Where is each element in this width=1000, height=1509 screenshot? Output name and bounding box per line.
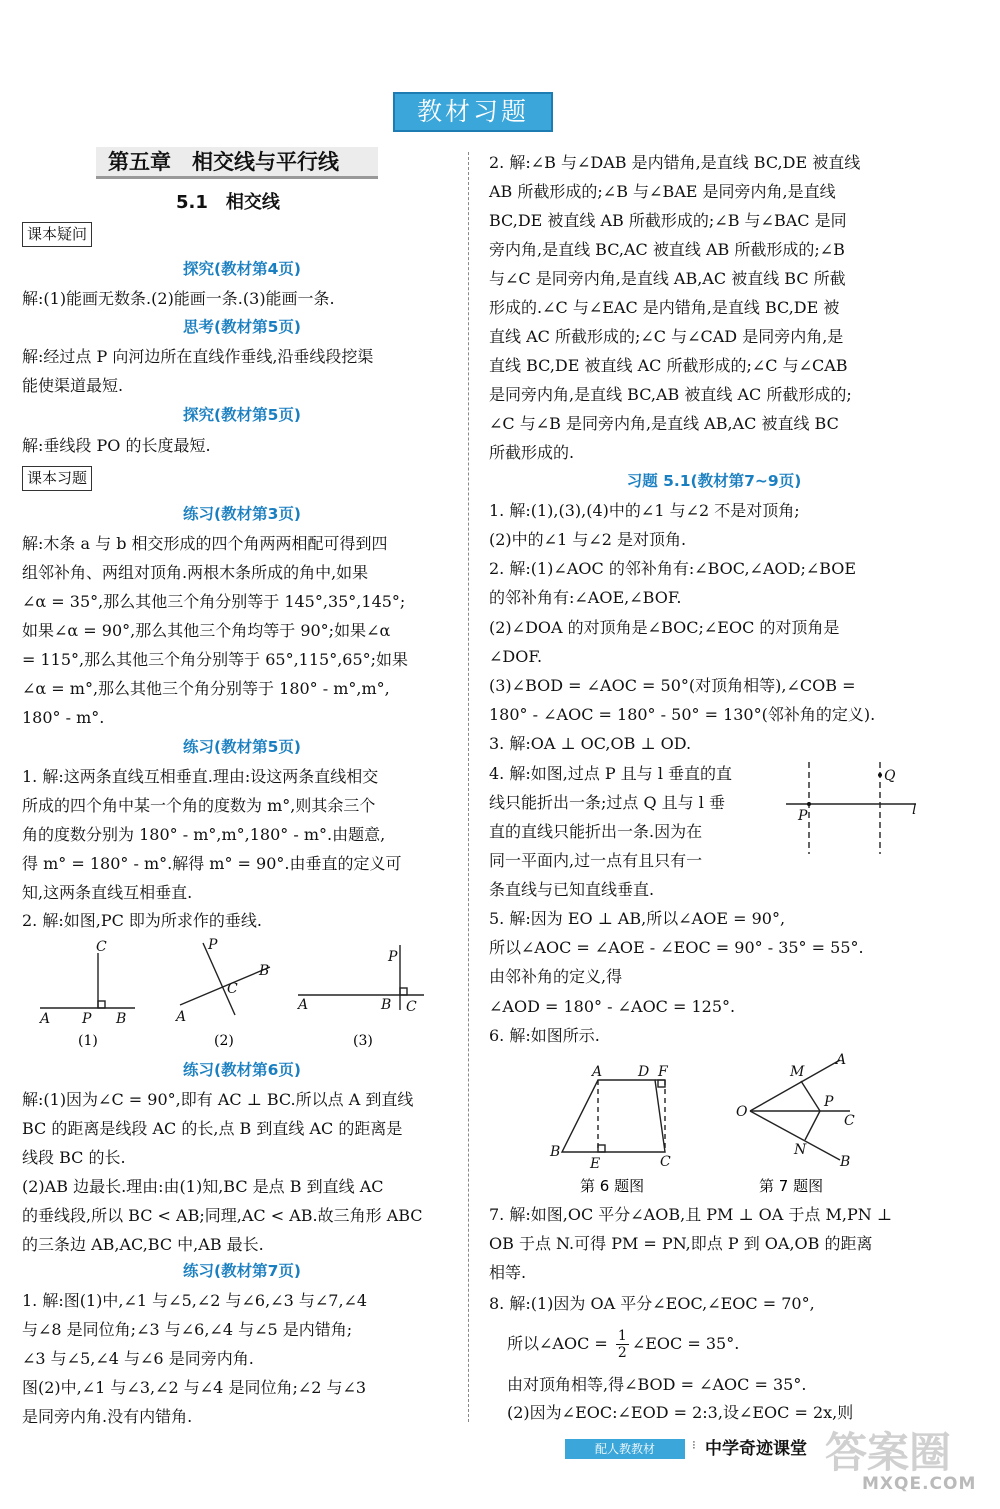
text-fragment: 所以∠AOC =: [507, 1334, 613, 1353]
footer-dots: ⁝: [692, 1438, 696, 1452]
text-line: 知,这两条直线互相垂直.: [22, 883, 193, 902]
text-line: 2. 解:∠B 与∠DAB 是内错角,是直线 BC,DE 被直线: [489, 153, 861, 172]
svg-text:C: C: [227, 981, 238, 997]
fraction-line: [489, 1328, 957, 1361]
text-line: BC,DE 被直线 AB 所截形成的;∠B 与∠BAC 是同: [489, 211, 847, 230]
svg-text:A: A: [592, 1064, 603, 1080]
text-line: 解:垂线段 PO 的长度最短.: [22, 436, 211, 455]
svg-text:F: F: [658, 1064, 668, 1080]
heading: 练习(教材第5页): [183, 738, 301, 756]
text-line: 7. 解:如图,OC 平分∠AOB,且 PM ⊥ OA 于点 M,PN ⊥: [489, 1205, 892, 1224]
svg-text:A: A: [298, 997, 309, 1013]
text-line: 2. 解:如图,PC 即为所求作的垂线.: [22, 911, 263, 930]
heading: 思考(教材第5页): [183, 318, 301, 336]
fig-label: (2): [214, 1033, 234, 1049]
heading: 练习(教材第7页): [183, 1262, 301, 1280]
text-line: 直的直线只能折出一条.因为在: [489, 822, 703, 841]
fig-label: (1): [78, 1033, 98, 1049]
svg-text:C: C: [96, 939, 107, 955]
text-line: 所成的四个角中某一个角的度数为 m°,则其余三个: [22, 796, 376, 815]
text-line: (2)AB 边最长.理由:由(1)知,BC 是点 B 到直线 AC: [22, 1177, 384, 1196]
svg-text:Q: Q: [884, 768, 896, 784]
text-line: 180° - ∠AOC = 180° - 50° = 130°(邻补角的定义).: [489, 705, 876, 724]
text-line: 5. 解:因为 EO ⊥ AB,所以∠AOE = 90°,: [489, 909, 786, 928]
text-line: ∠AOD = 180° - ∠AOC = 125°.: [489, 997, 736, 1016]
text-line: 解:木条 a 与 b 相交形成的四个角两两相配可得到四: [22, 534, 388, 553]
svg-text:O: O: [736, 1104, 748, 1120]
svg-text:C: C: [406, 999, 417, 1015]
fraction-numerator: 1: [617, 1328, 627, 1344]
text-line: 的三条边 AB,AC,BC 中,AB 最长.: [22, 1235, 264, 1254]
svg-text:B: B: [550, 1144, 561, 1160]
text-line: ∠DOF.: [489, 647, 543, 666]
text-line: 与∠8 是同位角;∠3 与∠6,∠4 与∠5 是内错角;: [22, 1320, 353, 1339]
text-line: ∠3 与∠5,∠4 与∠6 是同旁内角.: [22, 1349, 254, 1368]
fraction-denominator: 2: [617, 1345, 627, 1361]
text-line: 1. 解:图(1)中,∠1 与∠5,∠2 与∠6,∠3 与∠7,∠4: [22, 1291, 368, 1310]
svg-text:B: B: [840, 1154, 851, 1170]
text-line: 解:(1)能画无数条.(2)能画一条.(3)能画一条.: [22, 289, 335, 308]
text-line: (3)∠BOD = ∠AOC = 50°(对顶角相等),∠COB =: [489, 676, 856, 695]
text-line: 3. 解:OA ⊥ OC,OB ⊥ OD.: [489, 734, 692, 753]
section-title: 5.1 相交线: [176, 192, 280, 213]
svg-text:C: C: [844, 1113, 855, 1129]
svg-text:N: N: [794, 1142, 807, 1158]
svg-text:B: B: [259, 963, 270, 979]
watermark-logo: 答案圈: [825, 1428, 952, 1477]
footer-title: 中学奇迹课堂: [705, 1439, 807, 1459]
svg-text:C: C: [660, 1154, 671, 1170]
svg-text:B: B: [116, 1011, 127, 1027]
text-line: 角的度数分别为 180° - m°,m°,180° - m°.由题意,: [22, 825, 386, 844]
perpendicular-figures: [20, 935, 460, 1055]
text-line: 直线 AC 所截形成的;∠C 与∠CAD 是同旁内角,是: [489, 327, 844, 346]
text-line: 线段 BC 的长.: [22, 1148, 126, 1167]
figure-caption: 第 6 题图: [580, 1177, 645, 1195]
text-line: 相等.: [489, 1263, 527, 1282]
svg-text:l: l: [912, 802, 917, 818]
text-line: 能使渠道最短.: [22, 376, 124, 395]
heading: 探究(教材第5页): [183, 406, 301, 424]
svg-text:P: P: [798, 808, 808, 824]
section-banner: 教材习题: [393, 92, 553, 132]
svg-text:A: A: [836, 1052, 847, 1068]
svg-text:P: P: [208, 937, 218, 953]
text-line: 8. 解:(1)因为 OA 平分∠EOC,∠EOC = 70°,: [489, 1294, 815, 1313]
text-line: 旁内角,是直线 BC,AC 被直线 AB 所截形成的;∠B: [489, 240, 845, 259]
svg-text:A: A: [176, 1009, 187, 1025]
text-line: 如果∠α = 90°,那么其他三个角均等于 90°;如果∠α: [22, 621, 391, 640]
text-line: 条直线与已知直线垂直.: [489, 880, 655, 899]
svg-text:B: B: [381, 997, 392, 1013]
text-line: 形成的.∠C 与∠EAC 是内错角,是直线 BC,DE 被: [489, 298, 840, 317]
svg-text:P: P: [388, 949, 398, 965]
text-line: 1. 解:这两条直线互相垂直.理由:设这两条直线相交: [22, 767, 379, 786]
text-line: 的邻补角有:∠AOE,∠BOF.: [489, 588, 682, 607]
text-line: BC 的距离是线段 AC 的长,点 B 到直线 AC 的距离是: [22, 1119, 403, 1138]
svg-text:M: M: [790, 1064, 805, 1080]
footer-badge: 配人教教材: [565, 1439, 685, 1459]
svg-text:A: A: [40, 1011, 51, 1027]
watermark-url: MXQE.COM: [862, 1474, 977, 1494]
text-line: ∠α = 35°,那么其他三个角分别等于 145°,35°,145°;: [22, 592, 406, 611]
text-line: OB 于点 N.可得 PM = PN,即点 P 到 OA,OB 的距离: [489, 1234, 873, 1253]
text-line: 的垂线段,所以 BC < AB;同理,AC < AB.故三角形 ABC: [22, 1206, 423, 1225]
fold-line-figure: [782, 758, 922, 858]
text-line: (2)因为∠EOC:∠EOD = 2:3,设∠EOC = 2x,则: [507, 1403, 854, 1422]
text-fragment: ∠EOC = 35°.: [631, 1334, 740, 1353]
svg-text:P: P: [824, 1094, 834, 1110]
text-line: 2. 解:(1)∠AOC 的邻补角有:∠BOC,∠AOD;∠BOE: [489, 559, 857, 578]
text-line: = 115°,那么其他三个角分别等于 65°,115°,65°;如果: [22, 650, 409, 669]
text-line: ∠α = m°,那么其他三个角分别等于 180° - m°,m°,: [22, 679, 390, 698]
text-line: 同一平面内,过一点有且只有一: [489, 851, 703, 870]
heading: 练习(教材第6页): [183, 1061, 301, 1079]
text-line: 线只能折出一条;过点 Q 且与 l 垂: [489, 793, 725, 812]
text-line: 直线 BC,DE 被直线 AC 所截形成的;∠C 与∠CAB: [489, 356, 848, 375]
figure-caption: 第 7 题图: [759, 1177, 824, 1195]
text-line: (2)∠DOA 的对顶角是∠BOC;∠EOC 的对顶角是: [489, 618, 840, 637]
svg-text:E: E: [590, 1156, 601, 1172]
fig-label: (3): [353, 1033, 373, 1049]
text-line: 组邻补角、两组对顶角.两根木条所成的角中,如果: [22, 563, 369, 582]
text-line: 解:经过点 P 向河边所在直线作垂线,沿垂线段挖渠: [22, 347, 374, 366]
text-line: 4. 解:如图,过点 P 且与 l 垂直的直: [489, 764, 733, 783]
text-line: 图(2)中,∠1 与∠3,∠2 与∠4 是同位角;∠2 与∠3: [22, 1378, 367, 1397]
text-line: (2)中的∠1 与∠2 是对顶角.: [489, 530, 687, 549]
text-line: AB 所截形成的;∠B 与∠BAE 是同旁内角,是直线: [489, 182, 836, 201]
label-book-exercises: 课本习题: [22, 466, 92, 491]
chapter-title: 第五章 相交线与平行线: [96, 147, 378, 179]
trapezoid-and-angle-figures: [540, 1050, 870, 1200]
text-line: 1. 解:(1),(3),(4)中的∠1 与∠2 不是对顶角;: [489, 501, 800, 520]
text-line: 所截形成的.: [489, 443, 575, 462]
text-line: 是同旁内角,是直线 BC,AB 被直线 AC 所截形成的;: [489, 385, 852, 404]
fraction: [616, 1328, 629, 1361]
text-line: 得 m° = 180° - m°.解得 m° = 90°.由垂直的定义可: [22, 854, 402, 873]
text-line: 是同旁内角.没有内错角.: [22, 1407, 193, 1426]
svg-text:D: D: [638, 1064, 650, 1080]
text-line: 解:(1)因为∠C = 90°,即有 AC ⊥ BC.所以点 A 到直线: [22, 1090, 414, 1109]
column-divider: [468, 152, 469, 1422]
text-line: 由邻补角的定义,得: [489, 967, 623, 986]
heading: 练习(教材第3页): [183, 505, 301, 523]
label-book-questions: 课本疑问: [22, 222, 92, 247]
text-line: 所以∠AOC = ∠AOE - ∠EOC = 90° - 35° = 55°.: [489, 938, 864, 957]
text-line: 与∠C 是同旁内角,是直线 AB,AC 被直线 BC 所截: [489, 269, 846, 288]
text-line: 6. 解:如图所示.: [489, 1026, 600, 1045]
heading: 探究(教材第4页): [183, 260, 301, 278]
text-line: 由对顶角相等,得∠BOD = ∠AOC = 35°.: [507, 1375, 807, 1394]
svg-text:P: P: [82, 1011, 92, 1027]
heading: 习题 5.1(教材第7~9页): [626, 472, 802, 490]
text-line: ∠C 与∠B 是同旁内角,是直线 AB,AC 被直线 BC: [489, 414, 839, 433]
text-line: 180° - m°.: [22, 708, 105, 727]
